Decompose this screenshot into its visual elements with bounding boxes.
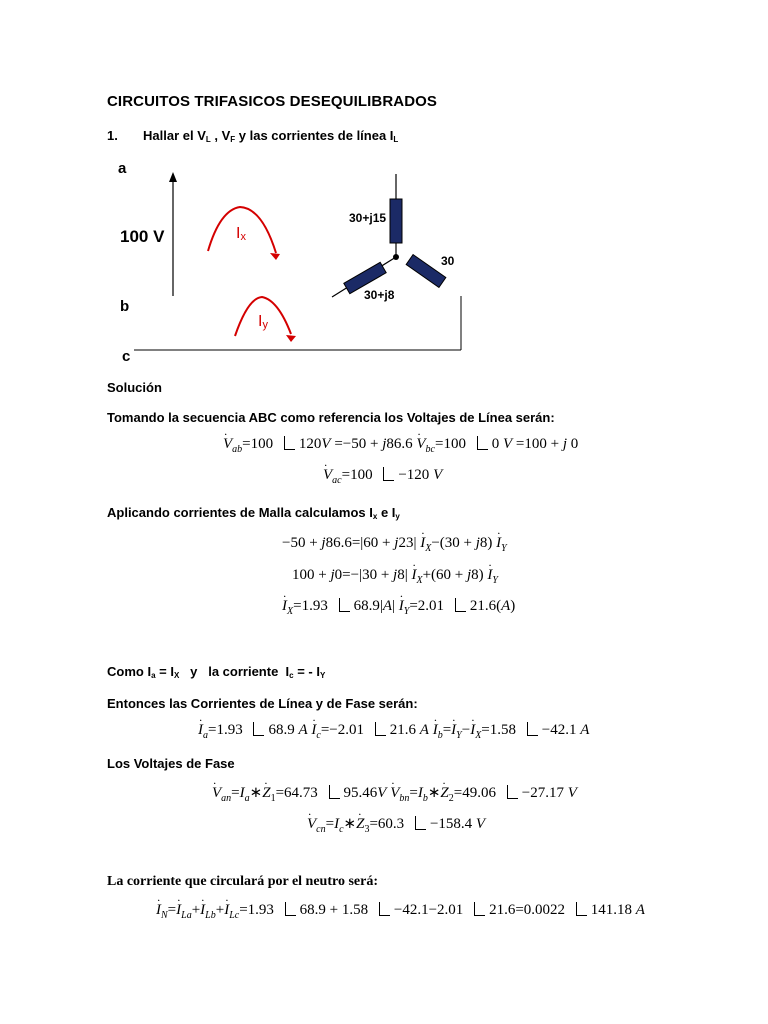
arrow-head-icon	[169, 172, 177, 182]
como-line: Como $I_a = I_X$ y la corriente $I_c$ = - $I_Y$	[107, 664, 326, 680]
loop-x-arc	[208, 207, 276, 253]
problem-statement: Hallar el $V_L$ , $V_F$ y las corrientes de línea $I_L$	[143, 128, 399, 144]
z-right-label: 30	[441, 254, 455, 268]
circuit-diagram	[100, 150, 480, 370]
loop-x-arrow-icon	[270, 253, 280, 260]
resistor-top	[390, 199, 402, 243]
loop-x-label: Ix	[236, 225, 246, 243]
voltage-label: 100 V	[120, 227, 165, 246]
node-c-label: c	[122, 348, 131, 365]
neutral-text: La corriente que circulará por el neutro será:	[107, 874, 378, 889]
loop-y-arrow-icon	[286, 335, 296, 342]
eq-line-currents: · $I_a=1.93$ 68.9 $A \cdot I_c=-2.01$ 21.6 $A \cdot I_b=\cdot I_Y-\cdot I_X=1.58 -42.1$ A	[198, 722, 589, 741]
eq-phase-voltages-1: · $V_{an}=I_a∗\cdot Z_1=64.73$ $95.46V \cdot V_{bn}=I_b∗\cdot Z_2=49.06 -27.17$ V	[212, 783, 577, 804]
mesh-text: Aplicando corrientes de Malla calculamos $I_x$ e $I_y$	[107, 505, 400, 521]
eq-line-voltages-1: · $V_{ab}=100$ $120V =-50 + j86.6 \cdot V_{bc}=100$ 0 V =100 + j 0	[223, 436, 578, 455]
eq-mesh-2: $100 + j0=-|30 + j8| \cdot I_X+(60 + j8) \cdot I_Y$	[292, 567, 498, 586]
eq-mesh-result: · $I_X=1.93$ $68.9|A| \cdot I_Y=2.01$ 21.6(A)	[282, 598, 515, 617]
sequence-text: Tomando la secuencia ABC como referencia los Voltajes de Línea serán:	[107, 410, 555, 425]
resistor-right	[406, 255, 446, 288]
z-left-label: 30+j8	[364, 288, 395, 302]
node-b-label: b	[120, 298, 130, 315]
eq-mesh-1: $-50 + j86.6=|60 + j23| \cdot I_X-(30 + j8) \cdot I_Y$	[282, 535, 507, 554]
node-a-label: a	[118, 160, 127, 177]
z-top-label: 30+j15	[349, 211, 387, 225]
phase-voltages-text: Los Voltajes de Fase	[107, 756, 235, 771]
eq-line-voltages-2: · $V_{ac}=100 -120$ V	[323, 467, 442, 486]
line-phase-text: Entonces las Corrientes de Línea y de Fase serán:	[107, 696, 418, 711]
eq-neutral-current: · $I_N=\cdot I_{La}+\cdot I_{Lb}+\cdot I_{Lc}=1.93$ 68.9 + 1.58 −42.1−2.01 21.6=0.0022 141.18 A	[156, 902, 645, 921]
eq-phase-voltages-2: · $V_{cn}=I_c∗\cdot Z_3=60.3 -158.4$ V	[307, 814, 485, 835]
problem-number: 1.	[107, 128, 118, 143]
page-title: CIRCUITOS TRIFASICOS DESEQUILIBRADOS	[107, 93, 438, 110]
loop-y-label: Iy	[258, 313, 268, 331]
solution-heading: Solución	[107, 380, 162, 395]
